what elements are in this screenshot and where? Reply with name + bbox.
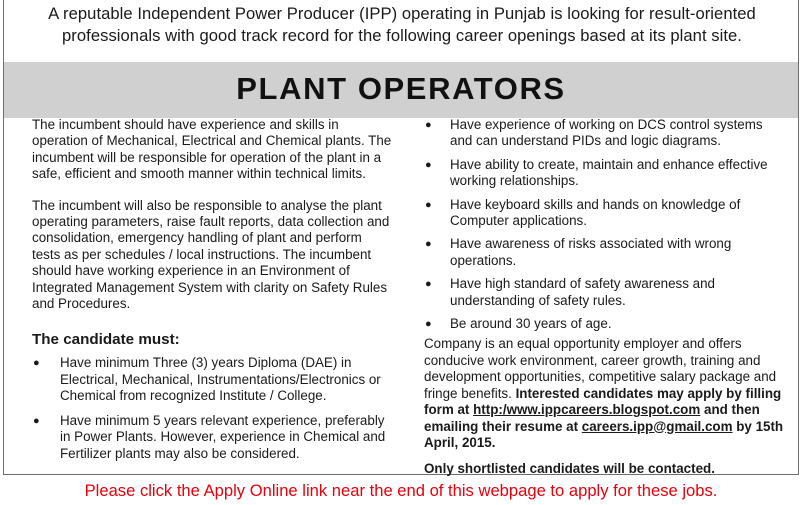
apply-online-note: Please click the Apply Online link near the end of this webpage to apply for these jobs.	[84, 481, 718, 500]
bullet-icon: ●	[425, 198, 432, 211]
bullet-icon: ●	[425, 318, 432, 331]
list-item-text: Be around 30 years of age.	[450, 316, 612, 332]
list-item	[32, 355, 392, 404]
bullet-icon: ●	[425, 119, 432, 131]
list-item	[424, 316, 786, 332]
apply-instructions-2: and then emailing their resume at	[424, 402, 760, 434]
right-column	[424, 117, 786, 478]
list-item-text: Have ability to create, maintain and enhance effective working relationships.	[450, 156, 768, 189]
list-item-text: Have minimum Three (3) years Diploma (DAE) in Electrical, Mechanical, Instrumentations/Electronics or Chemical from recognized Institute / College.	[60, 355, 381, 404]
requirements-list	[424, 117, 786, 332]
bullet-icon: ●	[425, 158, 432, 171]
list-item-text: Have keyboard skills and hands on knowledge of Computer applications.	[450, 196, 741, 229]
job-title: PLANT OPERATORS	[236, 71, 566, 106]
apply-instructions: Interested candidates may apply by filling form at	[424, 385, 782, 418]
bullet-icon: ●	[425, 238, 432, 251]
list-item	[32, 413, 392, 462]
job-advertisement	[3, 0, 799, 475]
left-column	[32, 117, 392, 462]
website-link[interactable]: http:/www.ippcareers.blogspot.com	[473, 402, 701, 418]
list-item	[424, 276, 786, 309]
candidate-must-heading: The candidate must:	[32, 331, 180, 349]
closing-paragraph	[424, 336, 786, 451]
list-item	[424, 157, 786, 190]
list-item	[424, 197, 786, 230]
bullet-icon: ●	[33, 414, 40, 427]
list-item-text: Have awareness of risks associated with wrong operations.	[450, 236, 732, 268]
responsibility-paragraph-2: The incumbent will also be responsible to analyse the plant operating parameters, raise fault reports, data collection and consolidation, emergency handling of plant and perform tests as per schedules / local instructions. The incumbent should have working experience in an Environment of Integrated Management System with clarity on Safety Rules and Procedures.	[32, 197, 390, 312]
deadline-text: by 15th April, 2015.	[424, 418, 784, 450]
candidate-must-list	[32, 355, 392, 461]
list-item	[424, 117, 786, 150]
title-band	[4, 62, 798, 118]
list-item-text: Have experience of working on DCS control systems and can understand PIDs and logic diagrams.	[450, 117, 763, 149]
list-item-text: Have minimum 5 years relevant experience, preferably in Power Plants. However, experience in Chemical and Fertilizer plants may also be considered.	[60, 412, 386, 461]
email-link[interactable]: careers.ipp@gmail.com	[581, 418, 733, 434]
closing-text: Company is an equal opportunity employer and offers conducive work environment, career growth, training and development opportunities, competitive salary package and fringe benefits.	[424, 336, 777, 401]
intro-line-2: professionals with good track record for the following career openings based at its plant site.	[62, 26, 742, 45]
list-item	[424, 236, 786, 269]
intro-text	[4, 3, 800, 47]
list-item-text: Have high standard of safety awareness and understanding of safety rules.	[450, 276, 716, 308]
responsibility-paragraph-1: The incumbent should have experience and skills in operation of Mechanical, Electrical and Chemical plants. The incumbent will be responsible for operation of the plant in a safe, efficient and smooth manner within technical limits.	[32, 117, 392, 182]
shortlist-note: Only shortlisted candidates will be contacted.	[424, 461, 715, 477]
bullet-icon: ●	[425, 278, 432, 291]
intro-line-1: A reputable Independent Power Producer (IPP) operating in Punjab is looking for result-oriented	[48, 4, 756, 23]
bullet-icon: ●	[33, 357, 40, 370]
